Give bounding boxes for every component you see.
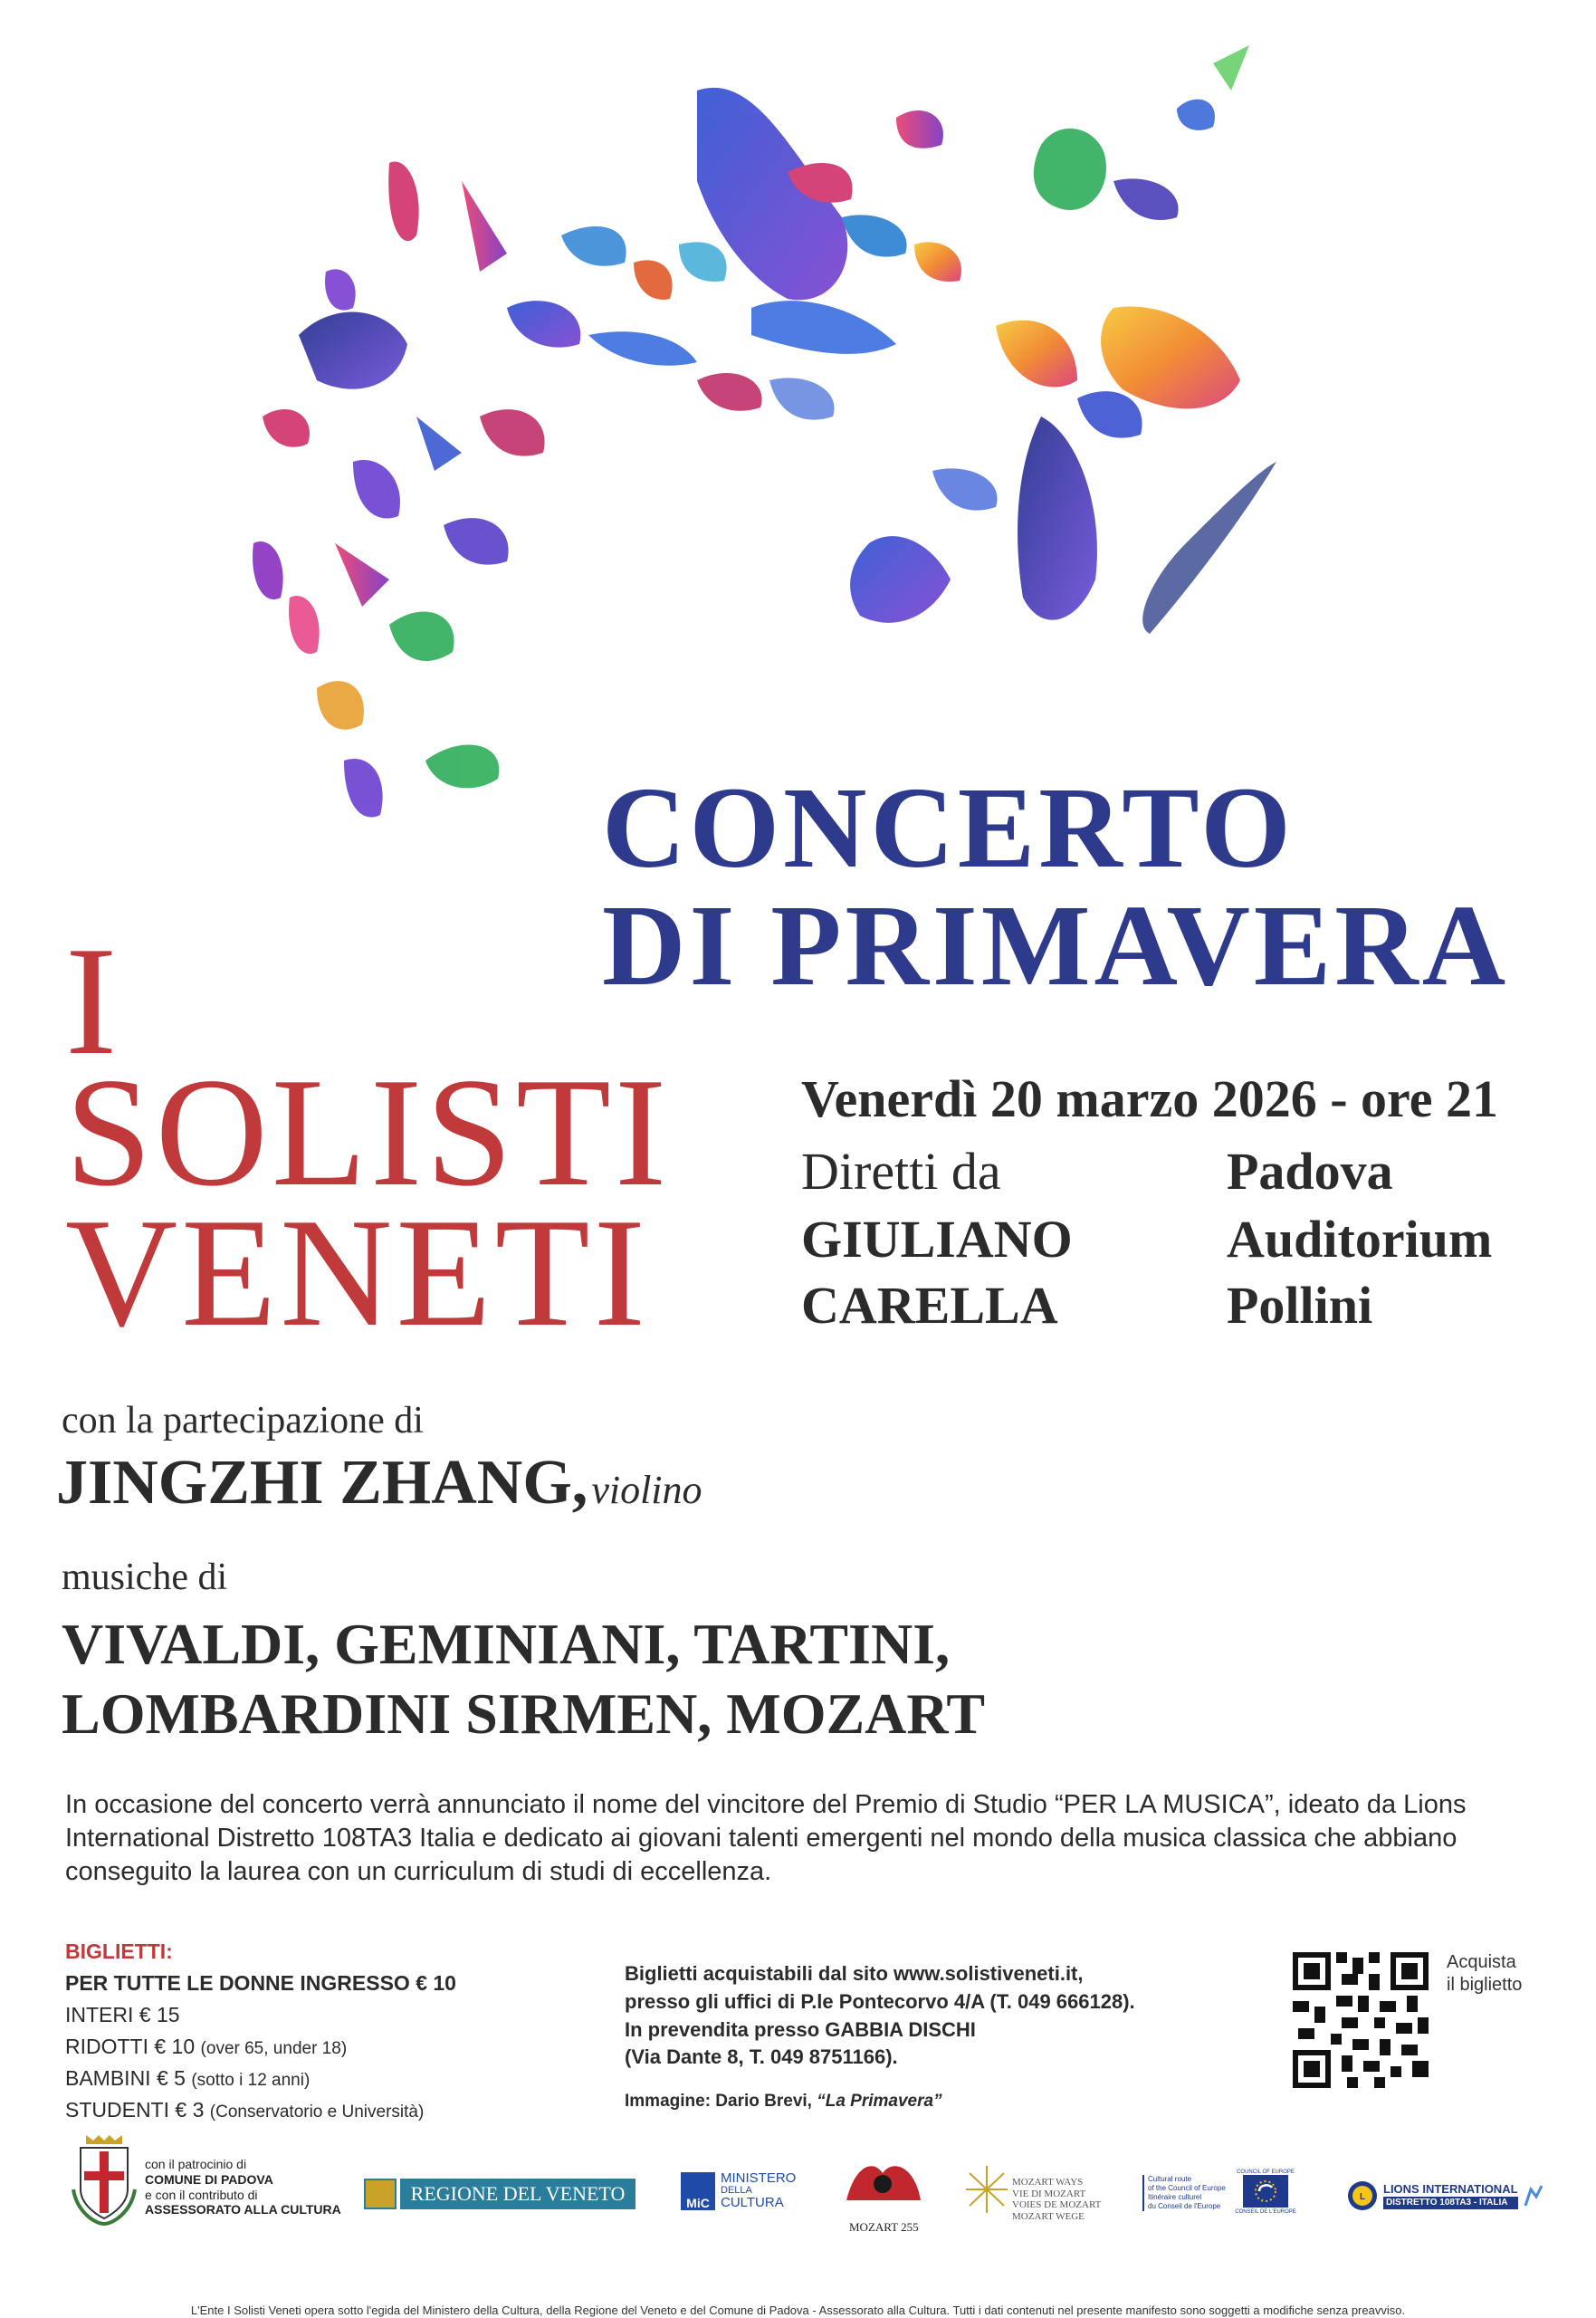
- council-line-1: Cultural route: [1148, 2175, 1192, 2183]
- lions-district-icon: [1522, 2182, 1545, 2209]
- lions-line-2: DISTRETTO 108TA3 - ITALIA: [1383, 2197, 1518, 2209]
- lions-international-logo: [1347, 2180, 1545, 2211]
- qr-caption-line-2: il biglietto: [1447, 1975, 1523, 1995]
- tickets-ridotti-row: [65, 2031, 626, 2063]
- venue-name-2: Pollini: [1227, 1276, 1373, 1335]
- tickets-ridotti: RIDOTTI € 10: [65, 2034, 196, 2058]
- padova-coat-of-arms-icon: [68, 2135, 140, 2226]
- credit-label: Immagine: Dario Brevi,: [625, 2092, 812, 2111]
- lions-emblem-icon: [1347, 2180, 1378, 2211]
- announcement-text: In occasione del concerto verrà annunciato il nome del vincitore del Premio di Studio “PER LA MUSICA”, ideato da Lions International Distretto 108TA3 Italia e dedicato ai giovani talenti emergenti nel mondo della musica classica che abbiano conseguito la laurea con un curriculum di studi di eccellenza.: [65, 1790, 1467, 1887]
- council-top: COUNCIL OF EUROPE: [1237, 2170, 1295, 2175]
- mozart-ways-line-3: VOIES DE MOZART: [1012, 2199, 1102, 2211]
- lions-line-1: LIONS INTERNATIONAL: [1383, 2182, 1518, 2197]
- svg-text:L: L: [1359, 2192, 1366, 2202]
- tickets-bambini: BAMBINI € 5: [65, 2065, 186, 2090]
- tickets-studenti-note: (Conservatorio e Università): [209, 2102, 425, 2122]
- padova-line-4: ASSESSORATO ALLA CULTURA: [145, 2202, 341, 2217]
- council-line-3: Itinéraire culturel: [1148, 2193, 1202, 2201]
- mozart-ways-line-2: VIE DI MOZART: [1012, 2188, 1086, 2199]
- directed-by-label: Diretti da: [801, 1142, 1001, 1201]
- ensemble-line-2: SOLISTI: [65, 1047, 671, 1219]
- council-bottom: CONSEIL DE L'EUROPE: [1235, 2209, 1296, 2215]
- cultural-route-text: [1142, 2175, 1226, 2211]
- qr-caption: [1447, 1951, 1522, 1997]
- tickets-heading: BIGLIETTI:: [65, 1940, 173, 1963]
- conductor-first-name: GIULIANO: [801, 1210, 1073, 1269]
- composers-line-1: VIVALDI, GEMINIANI, TARTINI,: [62, 1612, 951, 1676]
- ministero-line-2: DELLA: [721, 2184, 752, 2196]
- council-of-europe-icon: [1243, 2175, 1288, 2208]
- title-line-1: CONCERTO: [602, 763, 1295, 892]
- mozart-ways-text: [1012, 2177, 1101, 2223]
- ensemble-line-1: I: [65, 915, 121, 1087]
- tickets-interi: INTERI € 15: [65, 2002, 180, 2026]
- ministero-line-1: MINISTERO: [721, 2170, 797, 2186]
- venue-city: Padova: [1227, 1142, 1393, 1201]
- ministero-line-3: CULTURA: [721, 2195, 784, 2211]
- veneto-lion-icon: [364, 2179, 397, 2209]
- regione-veneto-logo: [364, 2179, 636, 2209]
- purchase-info: [625, 1960, 1258, 2072]
- qr-code-icon[interactable]: [1293, 1952, 1429, 2088]
- artist-instrument: violino: [591, 1468, 702, 1512]
- regione-veneto-label: REGIONE DEL VENETO: [400, 2179, 636, 2209]
- participation-label: con la partecipazione di: [62, 1400, 424, 1442]
- ensemble-line-3: VENETI: [65, 1187, 649, 1359]
- mozart-ways-line-4: MOZART WEGE: [1012, 2210, 1085, 2222]
- tickets-studenti: STUDENTI € 3: [65, 2097, 205, 2122]
- purchase-line-1: Biglietti acquistabili dal sito www.solistiveneti.it,: [625, 1962, 1084, 1985]
- tickets-block: [65, 1936, 626, 2126]
- mozart-255-icon: [837, 2155, 928, 2218]
- padova-line-2: COMUNE DI PADOVA: [145, 2171, 273, 2187]
- padova-line-1: con il patrocinio di: [145, 2157, 247, 2171]
- artist-name: JINGZHI ZHANG,: [56, 1448, 588, 1518]
- conductor-last-name: CARELLA: [801, 1276, 1058, 1335]
- council-line-2: of the Council of Europe: [1148, 2184, 1226, 2192]
- venue-name-1: Auditorium: [1227, 1210, 1493, 1269]
- footer-disclaimer: L'Ente I Solisti Veneti opera sotto l'egida del Ministero della Cultura, della Regione del Veneto e del Comune di Padova - Assessorato alla Cultura. Tutti i dati contenuti nel presente manifesto sono soggetti a modifiche senza preavviso.: [190, 2304, 1406, 2317]
- qr-caption-line-1: Acquista: [1447, 1952, 1516, 1972]
- mic-icon: MiC: [681, 2172, 715, 2210]
- mozart-255-label: MOZART 255: [849, 2220, 919, 2234]
- tickets-bambini-row: [65, 2063, 626, 2094]
- padova-patronage: [145, 2157, 341, 2217]
- composers-line-2: LOMBARDINI SIRMEN, MOZART: [62, 1681, 986, 1746]
- ministero-cultura-logo: [681, 2171, 796, 2210]
- padova-line-3: e con il contributo di: [145, 2187, 258, 2202]
- title-line-2: DI PRIMAVERA: [602, 881, 1510, 1010]
- tickets-bambini-note: (sotto i 12 anni): [191, 2070, 311, 2090]
- featured-artist: [56, 1447, 702, 1519]
- mozart-ways-line-1: MOZART WAYS: [1012, 2177, 1084, 2188]
- credit-work: “La Primavera”: [817, 2092, 942, 2111]
- purchase-line-4: (Via Dante 8, T. 049 8751166).: [625, 2045, 898, 2069]
- purchase-line-2: presso gli uffici di P.le Pontecorvo 4/A (T. 049 666128).: [625, 1989, 1135, 2013]
- tickets-studenti-row: [65, 2094, 626, 2126]
- tickets-women: PER TUTTE LE DONNE INGRESSO € 10: [65, 1970, 456, 1995]
- event-date: Venerdì 20 marzo 2026 - ore 21: [801, 1069, 1498, 1128]
- purchase-line-3: In prevendita presso GABBIA DISCHI: [625, 2017, 976, 2041]
- mozart-ways-icon: [964, 2162, 1009, 2217]
- council-of-europe-logo: [1229, 2170, 1302, 2215]
- tickets-ridotti-note: (over 65, under 18): [200, 2038, 348, 2058]
- music-label: musiche di: [62, 1557, 228, 1598]
- image-credit: [625, 2092, 942, 2112]
- council-line-4: du Conseil de l'Europe: [1148, 2202, 1221, 2210]
